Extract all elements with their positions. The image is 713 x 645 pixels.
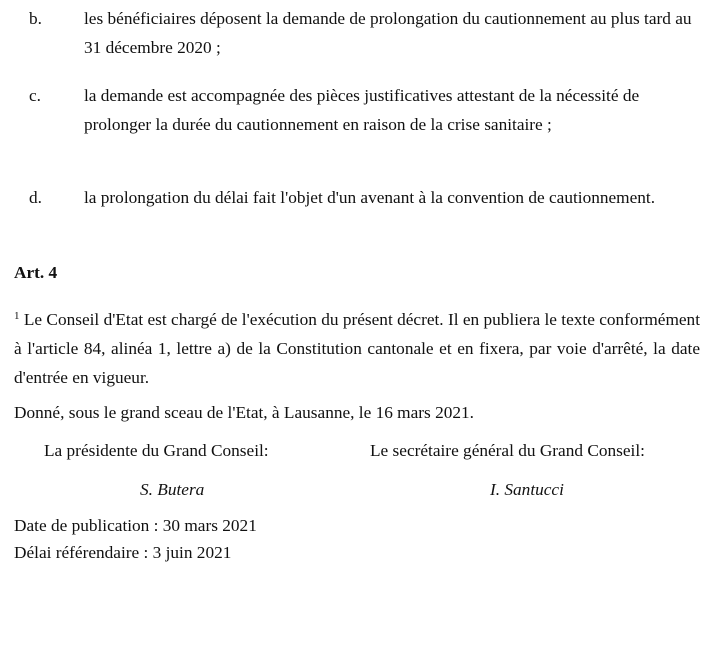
list-text: la demande est accompagnée des pièces justificatives attestant de la nécessité de prolonger la durée du cautionnement en raison de la crise sanitaire ; [84,86,640,134]
referendum-deadline: Délai référendaire : 3 juin 2021 [14,543,232,562]
alinea-number: 1 [14,310,20,322]
right-signature-title: Le secrétaire général du Grand Conseil: [370,441,645,460]
list-text: la prolongation du délai fait l'objet d'un avenant à la convention de cautionnement. [84,188,656,207]
list-marker: d. [29,188,42,207]
given-at-line: Donné, sous le grand sceau de l'Etat, à Lausanne, le 16 mars 2021. [14,403,474,422]
left-signature-title: La présidente du Grand Conseil: [44,441,269,460]
list-marker: b. [29,9,42,28]
left-signature-name: S. Butera [140,480,205,499]
list-marker: c. [29,86,41,105]
article-alinea [14,305,700,392]
article-heading: Art. 4 [14,263,58,282]
right-signature-name: I. Santucci [490,480,564,499]
alinea-text: Le Conseil d'Etat est chargé de l'exécution du présent décret. Il en publiera le texte conformément à l'article 84, alinéa 1, lettre a) de la Constitution cantonale et en fixera, par voie d'arrêté, la date d'entrée en vigueur. [14,310,700,387]
list-text: les bénéficiaires déposent la demande de prolongation du cautionnement au plus tard au 31 décembre 2020 ; [84,9,692,57]
publication-date: Date de publication : 30 mars 2021 [14,516,257,535]
